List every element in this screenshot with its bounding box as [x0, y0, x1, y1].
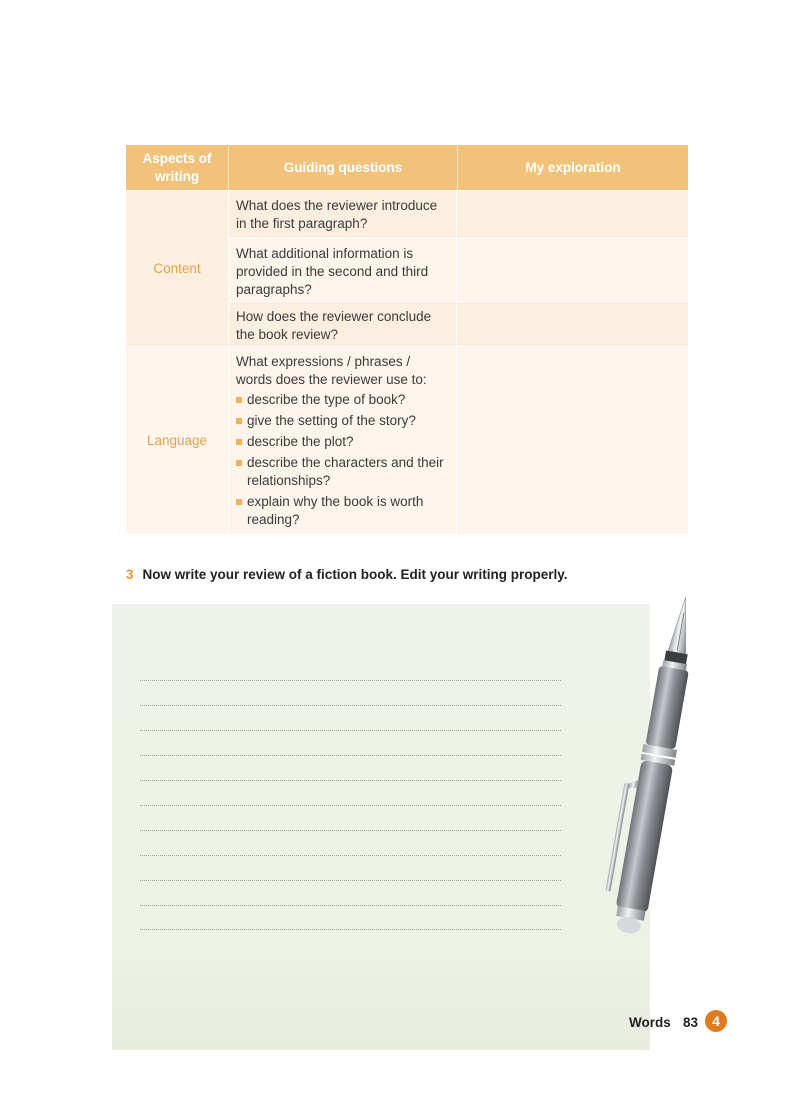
writing-line[interactable]: [140, 830, 561, 831]
fountain-pen-icon: [570, 588, 690, 938]
list-item: describe the characters and their relationships?: [236, 454, 448, 490]
writing-line[interactable]: [140, 680, 561, 681]
writing-line[interactable]: [140, 855, 561, 856]
question-cell: How does the reviewer conclude the book review?: [229, 302, 456, 346]
footer-unit-title: Words: [629, 1015, 671, 1030]
page-number: 83: [683, 1015, 699, 1030]
writing-line[interactable]: [140, 929, 561, 930]
list-item: give the setting of the story?: [236, 412, 448, 430]
language-question-cell: [229, 347, 456, 534]
writing-line[interactable]: [140, 730, 561, 731]
question-cell: What does the reviewer introduce in the first paragraph?: [229, 191, 456, 238]
list-item: explain why the book is worth reading?: [236, 493, 448, 529]
language-intro: What expressions / phrases / words does the reviewer use to:: [236, 354, 427, 387]
writing-line[interactable]: [140, 905, 561, 906]
table-header-row: [126, 145, 688, 190]
writing-line[interactable]: [140, 780, 561, 781]
exploration-cell[interactable]: [457, 239, 688, 301]
exploration-cell[interactable]: [457, 347, 688, 534]
header-guiding-questions: Guiding questions: [229, 145, 458, 190]
writing-line[interactable]: [140, 755, 561, 756]
task-number: 3: [126, 567, 134, 582]
unit-badge: 4: [705, 1010, 727, 1032]
writing-line[interactable]: [140, 880, 561, 881]
aspect-language: Language: [126, 347, 229, 534]
header-my-exploration: My exploration: [525, 159, 621, 175]
task-text: Now write your review of a fiction book. Edit your writing properly.: [142, 567, 568, 582]
task-instruction: [126, 567, 568, 582]
question-cell: What additional information is provided in the second and third paragraphs?: [229, 239, 456, 301]
exploration-cell[interactable]: [457, 302, 688, 346]
list-item: describe the plot?: [236, 433, 448, 451]
aspect-content: Content: [126, 191, 229, 346]
writing-line[interactable]: [140, 805, 561, 806]
exploration-cell[interactable]: [457, 191, 688, 238]
writing-line[interactable]: [140, 705, 561, 706]
header-aspects: Aspects of writing: [126, 145, 229, 190]
language-bullet-list: [236, 391, 448, 529]
list-item: describe the type of book?: [236, 391, 448, 409]
